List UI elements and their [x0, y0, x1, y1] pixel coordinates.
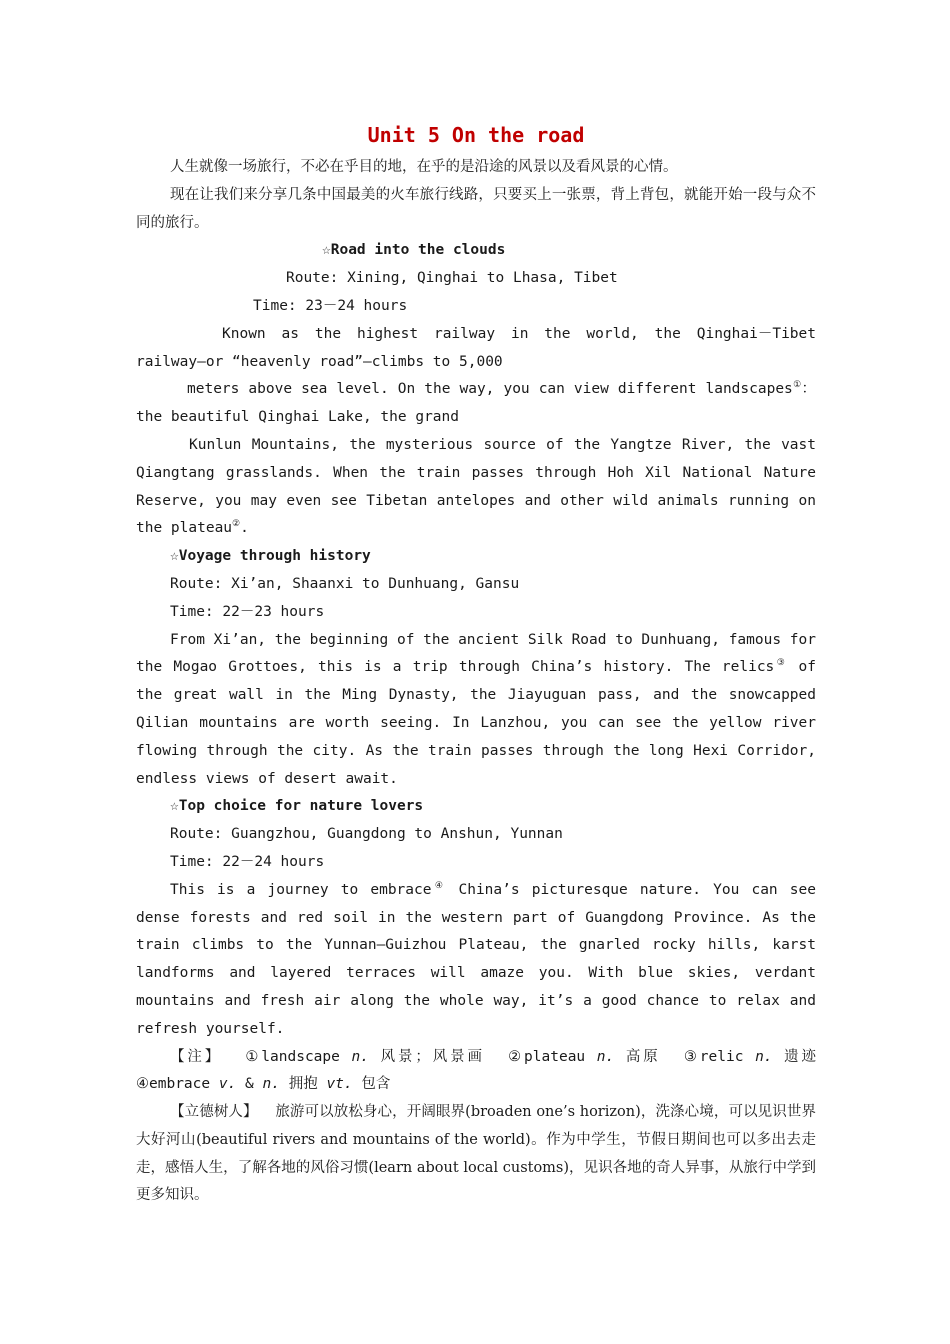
section-time-clouds: Time: 23－24 hours [253, 297, 408, 314]
paragraph-text: From Xi’an, the beginning of the ancient Silk Road to Dunhuang, famous for the Mogao Grottoes, this is a trip through China’s history. The relics [136, 631, 817, 676]
note-pos: vt. [326, 1076, 353, 1093]
note-pos: n. [351, 1048, 369, 1065]
note-pos: n. [596, 1048, 615, 1065]
note-pos: n. [755, 1048, 773, 1065]
section-paragraph-nature [136, 877, 816, 1044]
note-meaning: 高原 [625, 1048, 661, 1065]
moral-label: 【立德树人】 [170, 1104, 258, 1121]
section-heading-clouds: ☆Road into the clouds [322, 242, 506, 259]
footnote-marker: ④ [431, 880, 447, 891]
paragraph-text: . [240, 520, 249, 537]
section-paragraph-clouds-2 [136, 376, 816, 432]
note-meaning: 包含 [361, 1076, 391, 1093]
paragraph-text: This is a journey to embrace [170, 881, 432, 898]
paragraph-text: ：the beautiful Qinghai Lake, the grand [136, 381, 816, 426]
note-word: ④embrace [136, 1076, 211, 1093]
note-pos: n. [262, 1076, 280, 1093]
paragraph-text: Kunlun Mountains, the mysterious source of the Yangtze River, the vast Qiangtang grasslands. When the train passes through Hoh Xil National Nature Reserve, you may even see Tibetan antelopes and other wild animals running on the plateau [136, 436, 816, 537]
moral-education-paragraph [136, 1099, 816, 1210]
section-time-history: Time: 22－23 hours [170, 603, 325, 620]
section-route-clouds: Route: Xining, Qinghai to Lhasa, Tibet [286, 270, 618, 287]
paragraph-text: of the great wall in the Ming Dynasty, the Jiayuguan pass, and the snowcapped Qilian mountains are worth seeing. In Lanzhou, you can see the yellow river flowing through the city. As the train passes through the long Hexi Corridor, endless views of desert await. [136, 659, 816, 787]
paragraph-text: Known as the highest railway in the world, the Qinghai－Tibet railway—or “heavenly road”—climbs to 5,000 [136, 325, 816, 370]
intro-paragraph-2: 现在让我们来分享几条中国最美的火车旅行线路，只要买上一张票，背上背包，就能开始一段与众不同的旅行。 [136, 186, 816, 231]
footnote-marker: ② [232, 519, 241, 530]
section-paragraph-clouds-1 [136, 321, 816, 377]
section-time-nature: Time: 22－24 hours [170, 853, 325, 870]
note-word: ③relic [683, 1048, 744, 1065]
section-route-nature: Route: Guangzhou, Guangdong to Anshun, Yunnan [170, 826, 563, 843]
section-route-history: Route: Xi’an, Shaanxi to Dunhuang, Gansu [170, 575, 520, 592]
paragraph-text: meters above sea level. On the way, you can view different landscapes [187, 381, 793, 398]
note-meaning: 拥抱 [288, 1076, 318, 1093]
footnote-marker: ① [792, 380, 802, 391]
footnote-marker: ③ [774, 658, 788, 669]
page-title: Unit 5 On the road [367, 123, 585, 147]
moral-text: 旅游可以放松身心，开阔眼界(broaden one’s horizon)，洗涤心境，可以见识世界大好河山(beautiful rivers and mountains of the world)。作为中学生，节假日期间也可以多出去走走，感悟人生，了解各地的风俗习惯(learn about local customs)，见识各地的奇人异事，从旅行中学到更多知识。 [136, 1104, 816, 1204]
note-meaning: 遗迹 [784, 1048, 817, 1065]
note-meaning: 风景；风景画 [380, 1048, 485, 1065]
notes-label: 【注】 [170, 1048, 223, 1065]
vocabulary-notes [136, 1044, 816, 1100]
note-ampersand: & [245, 1076, 254, 1093]
note-word: ①landscape [245, 1048, 340, 1065]
note-pos: v. [218, 1076, 237, 1093]
section-heading-history: ☆Voyage through history [170, 548, 371, 565]
section-heading-nature: ☆Top choice for nature lovers [170, 798, 424, 815]
paragraph-text: China’s picturesque nature. You can see dense forests and red soil in the western part of Guangdong Province. As the train climbs to the Yunnan—Guizhou Plateau, the gnarled rocky hills, karst landforms and layered terraces will amaze you. With blue skies, verdant mountains and fresh air along the whole way, it’s a good chance to relax and refresh yourself. [136, 881, 816, 1037]
note-word: ②plateau [508, 1048, 586, 1065]
intro-paragraph-1: 人生就像一场旅行，不必在乎目的地，在乎的是沿途的风景以及看风景的心情。 [170, 159, 678, 175]
document-page [136, 118, 816, 1210]
section-paragraph-clouds-3 [136, 432, 816, 543]
section-paragraph-history [136, 627, 816, 794]
